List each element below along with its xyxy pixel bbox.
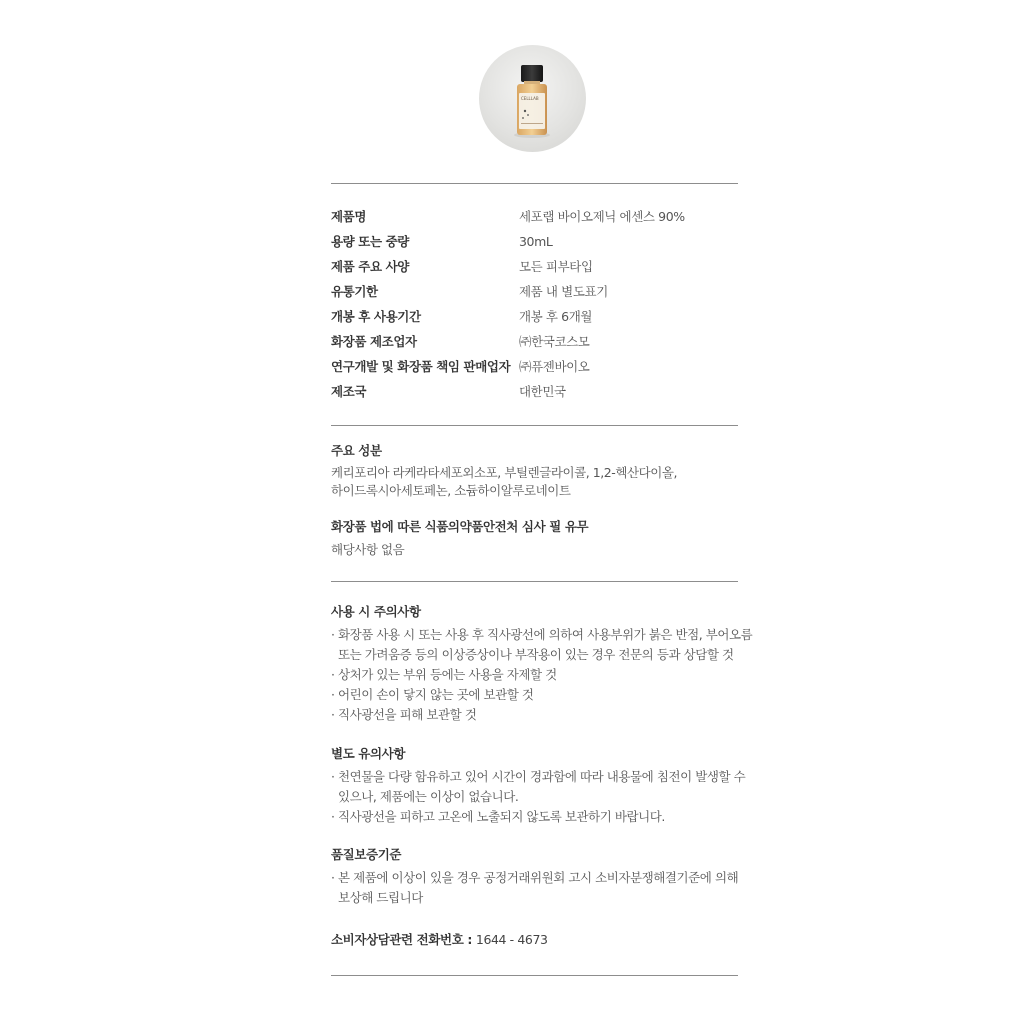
info-row xyxy=(331,207,738,227)
caution-text: 어린이 손이 닿지 않는 곳에 보관할 것 xyxy=(338,687,534,702)
note-text-cont: 있으나, 제품에는 이상이 없습니다. xyxy=(338,789,519,804)
caution-item xyxy=(331,705,476,725)
info-value: 30mL xyxy=(519,234,553,249)
quality-text-cont: 보상해 드립니다 xyxy=(338,890,423,905)
caution-item xyxy=(331,685,534,705)
contact-label: 소비자상담관련 전화번호 : xyxy=(331,932,472,947)
info-row xyxy=(331,357,738,377)
info-value: ㈜퓨젠바이오 xyxy=(519,359,590,374)
caution-text: 화장품 사용 시 또는 사용 후 직사광선에 의하여 사용부위가 붉은 반점, 부어오름 xyxy=(338,627,753,642)
info-row xyxy=(331,332,738,352)
info-value: 제품 내 별도표기 xyxy=(519,284,608,299)
bullet-dot: · xyxy=(331,667,335,682)
note-text: 천연물을 다량 함유하고 있어 시간이 경과함에 따라 내용물에 침전이 발생할 수 xyxy=(338,769,746,784)
info-value: 모든 피부타입 xyxy=(519,259,593,274)
bullet-dot: · xyxy=(331,707,335,722)
ingredients-line: 케리포리아 라케라타세포외소포, 부틸렌글라이콜, 1,2-헥산다이올, xyxy=(331,465,677,480)
ingredients-line: 하이드록시아세토페논, 소듐하이알루로네이트 xyxy=(331,483,571,498)
divider-ingredients xyxy=(331,581,738,582)
caution-item xyxy=(331,665,557,685)
divider-info xyxy=(331,425,738,426)
caution-text: 상처가 있는 부위 등에는 사용을 자제할 것 xyxy=(338,667,557,682)
caution-text-cont: 또는 가려움증 등의 이상증상이나 부작용이 있는 경우 전문의 등과 상담할 것 xyxy=(338,647,734,662)
divider-bottom xyxy=(331,975,738,976)
product-image xyxy=(479,45,586,152)
info-value: 대한민국 xyxy=(519,384,566,399)
info-value: 세포랩 바이오제닉 에센스 90% xyxy=(519,209,685,224)
review-value: 해당사항 없음 xyxy=(331,542,405,557)
contact-line xyxy=(331,930,548,950)
bullet-dot: · xyxy=(331,809,335,824)
info-label: 개봉 후 사용기간 xyxy=(331,309,421,324)
info-row xyxy=(331,382,738,402)
info-row xyxy=(331,257,738,277)
info-row xyxy=(331,232,738,252)
quality-text: 본 제품에 이상이 있을 경우 공정거래위원회 고시 소비자분쟁해결기준에 의해 xyxy=(338,870,739,885)
info-label: 제조국 xyxy=(331,384,367,399)
info-label: 화장품 제조업자 xyxy=(331,334,417,349)
note-text: 직사광선을 피하고 고온에 노출되지 않도록 보관하기 바랍니다. xyxy=(338,809,665,824)
notes-title: 별도 유의사항 xyxy=(331,746,406,761)
cautions-title: 사용 시 주의사항 xyxy=(331,604,421,619)
review-title: 화장품 법에 따른 식품의약품안전처 심사 필 유무 xyxy=(331,519,589,534)
info-label: 제품명 xyxy=(331,209,367,224)
bottle-label: CELLLAB xyxy=(521,96,539,101)
note-item xyxy=(331,807,665,827)
bullet-dot: · xyxy=(331,870,335,885)
bullet-dot: · xyxy=(331,687,335,702)
quality-item xyxy=(331,868,738,888)
quality-title: 품질보증기준 xyxy=(331,847,402,862)
caution-item xyxy=(331,625,752,645)
info-value: ㈜한국코스모 xyxy=(519,334,590,349)
bullet-dot: · xyxy=(331,769,335,784)
info-row xyxy=(331,307,738,327)
note-item xyxy=(331,767,745,787)
info-label: 유통기한 xyxy=(331,284,378,299)
info-value: 개봉 후 6개월 xyxy=(519,309,593,324)
contact-number: 1644 - 4673 xyxy=(475,932,548,947)
divider-top xyxy=(331,183,738,184)
caution-text: 직사광선을 피해 보관할 것 xyxy=(338,707,477,722)
bullet-dot: · xyxy=(331,627,335,642)
ingredients-title: 주요 성분 xyxy=(331,443,382,458)
info-label: 제품 주요 사양 xyxy=(331,259,409,274)
info-label: 용량 또는 중량 xyxy=(331,234,409,249)
info-label: 연구개발 및 화장품 책임 판매업자 xyxy=(331,359,511,374)
info-row xyxy=(331,282,738,302)
